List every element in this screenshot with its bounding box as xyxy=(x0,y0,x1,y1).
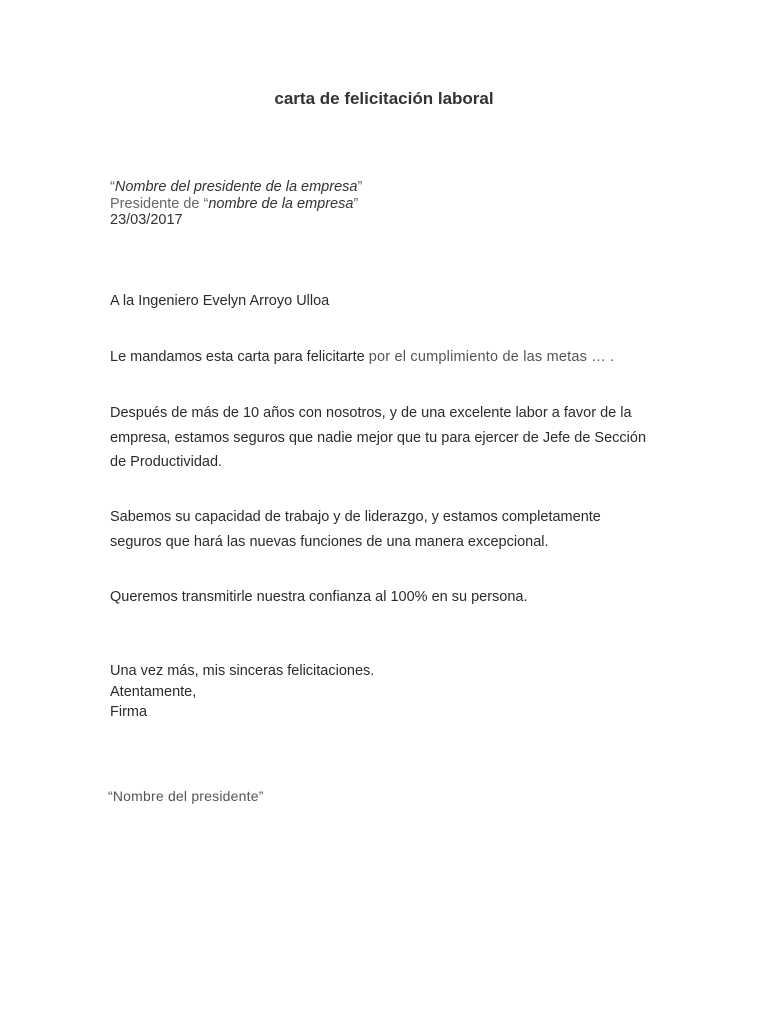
recipient-line: A la Ingeniero Evelyn Arroyo Ulloa xyxy=(110,293,330,309)
sender-company: nombre de la empresa xyxy=(208,195,354,212)
intro-paragraph xyxy=(110,345,670,370)
signature-name: “Nombre del presidente” xyxy=(108,788,264,804)
closing-congrats: Una vez más, mis sinceras felicitaciones. xyxy=(110,663,375,679)
sender-role-prefix: Presidente de “ xyxy=(110,195,209,212)
intro-main-text: Le mandamos esta carta para felicitarte xyxy=(110,349,369,365)
body-paragraph-3: Queremos transmitirle nuestra confianza al 100% en su persona. xyxy=(110,589,528,605)
sender-name-open-quote: “ xyxy=(110,179,115,195)
closing-block xyxy=(110,661,374,723)
sender-name-close-quote: ” xyxy=(357,179,363,195)
closing-signature-label: Firma xyxy=(110,704,148,720)
sender-role-line xyxy=(110,196,362,213)
intro-light-text: por el cumplimiento de las metas … . xyxy=(368,349,615,365)
closing-salutation: Atentamente, xyxy=(110,683,197,700)
sender-role-suffix: ” xyxy=(353,195,359,212)
letter-title: carta de felicitación laboral xyxy=(274,89,494,108)
body-paragraph-2: Sabemos su capacidad de trabajo y de liderazgo, y estamos completamente seguros que hará las nuevas funciones de una manera excepcional. xyxy=(110,509,601,550)
sender-block xyxy=(110,179,362,229)
letter-date: 23/03/2017 xyxy=(110,212,183,228)
sender-name-line xyxy=(110,179,362,196)
sender-name: Nombre del presidente de la empresa xyxy=(114,179,358,195)
body-paragraph-1: Después de más de 10 años con nosotros, y de una excelente labor a favor de la empresa, estamos seguros que nadie mejor que tu para ejercer de Jefe de Sección de Productividad. xyxy=(110,405,647,470)
